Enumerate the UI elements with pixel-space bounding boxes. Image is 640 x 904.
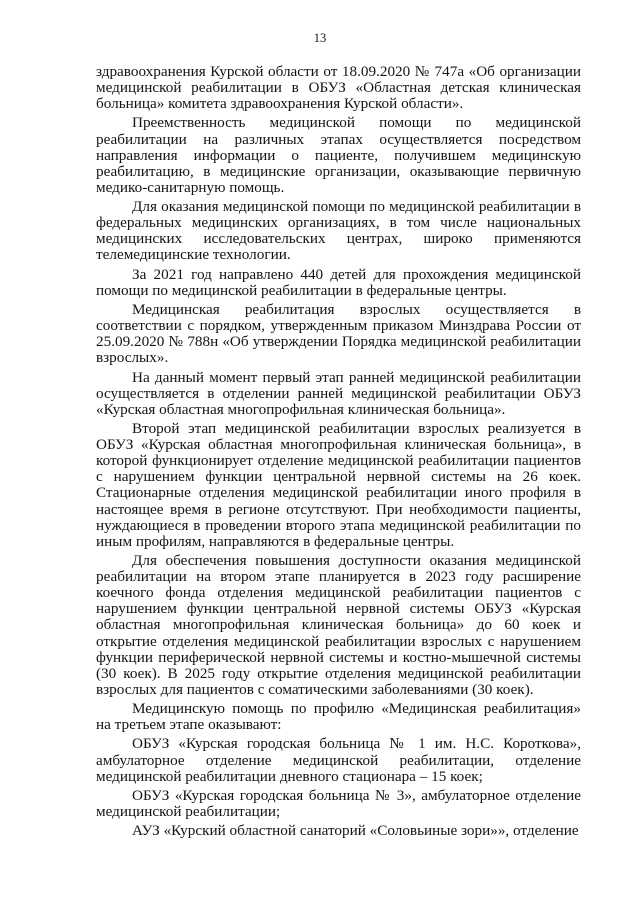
paragraph-second-stage: Второй этап медицинской реабилитации взрослых реализуется в ОБУЗ «Курская областная многопрофильная клиническая больница», в которой функционирует отделение медицинской реабилитации пациентов с нарушением функции центральной нервной системы на 26 коек. Стационарные отделения медицинской реабилитации иного профиля в настоящее время в регионе отсутствуют. При необходимости пациенты, нуждающиеся в проведении второго этапа медицинской реабилитации по иным профилям, направляются в федеральные центры. (96, 420, 581, 550)
paragraph-sanatorium: АУЗ «Курский областной санаторий «Соловьиные зори»», отделение (132, 822, 579, 840)
paragraph-continuation: здравоохранения Курской области от 18.09.2020 № 747а «Об организации медицинской реабилитации в ОБУЗ «Областная детская клиническая больница» комитета здравоохранения Курской области». (96, 63, 581, 113)
paragraph-telemedicine: Для оказания медицинской помощи по медицинской реабилитации в федеральных медицинских организациях, в том числе национальных медицинских исследовательских центрах, широко применяются телемедицинские технологии. (96, 198, 581, 264)
paragraph-continuity-of-care: Преемственность медицинской помощи по медицинской реабилитации на различных этапах осуществляется посредством направления информации о пациенте, получившем медицинскую реабилитацию, в медицинские организации, оказывающие первичную медико-санитарную помощь. (96, 114, 581, 196)
paragraph-children-2021: За 2021 год направлено 440 детей для прохождения медицинской помощи по медицинской реабилитации в федеральные центры. (96, 265, 581, 299)
paragraph-third-stage-intro: Медицинскую помощь по профилю «Медицинская реабилитация» на третьем этапе оказывают: (96, 700, 581, 734)
paragraph-hospital-3: ОБУЗ «Курская городская больница № 3», амбулаторное отделение медицинской реабилитации; (96, 786, 581, 820)
paragraph-adult-rehab-order: Медицинская реабилитация взрослых осуществляется в соответствии с порядком, утвержденным приказом Минздрава России от 25.09.2020 № 788н «Об утверждении Порядка медицинской реабилитации взрослых». (96, 301, 581, 367)
paragraph-expansion-plans: Для обеспечения повышения доступности оказания медицинской реабилитации на втором этапе планируется в 2023 году расширение коечного фонда отделения медицинской реабилитации пациентов с нарушением функции центральной нервной системы ОБУЗ «Курская областная многопрофильная клиническая больница» до 60 коек и открытие отделения медицинской реабилитации взрослых с нарушением функции периферической нервной системы и костно-мышечной системы (30 коек). В 2025 году открытие отделения медицинской реабилитации взрослых для пациентов с соматическими заболеваниями (30 коек). (96, 552, 581, 698)
paragraph-hospital-1: ОБУЗ «Курская городская больница № 1 им. Н.С. Короткова», амбулаторное отделение медицинской реабилитации, отделение медицинской реабилитации дневного стационара – 15 коек; (96, 735, 581, 785)
paragraph-first-stage: На данный момент первый этап ранней медицинской реабилитации осуществляется в отделении ранней медицинской реабилитации ОБУЗ «Курская областная многопрофильная клиническая больница». (96, 368, 581, 418)
document-body (96, 64, 581, 843)
page-number: 13 (313, 31, 327, 45)
